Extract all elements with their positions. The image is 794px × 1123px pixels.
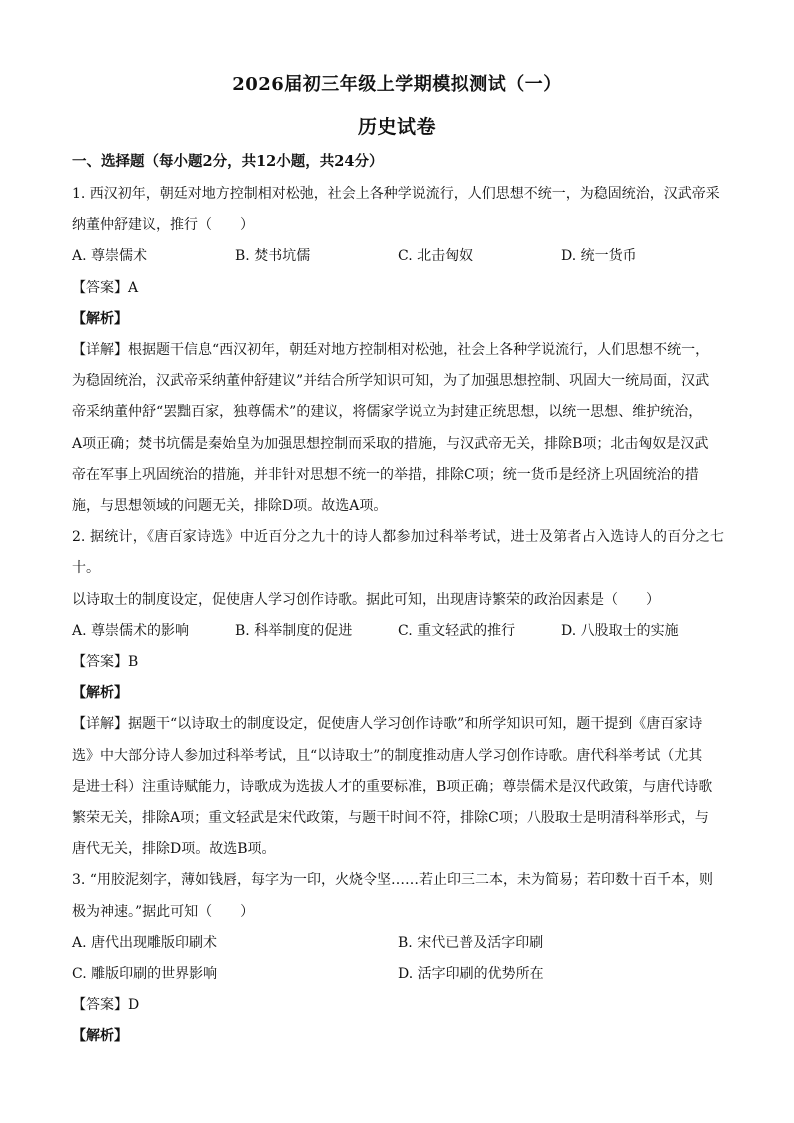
detail-line: 是进士科）注重诗赋能力，诗歌成为选拔人才的重要标准，B项正确；尊崇儒术是汉代政策，与唐代诗歌 (72, 778, 713, 795)
option-d: D. 活字印刷的优势所在 (398, 966, 544, 983)
question-stem-line: 2. 据统计，《唐百家诗选》中近百分之九十的诗人都参加过科举考试，进士及第者占入选诗人的百分之七十。 (72, 529, 724, 577)
detail-line: A项正确；焚书坑儒是秦始皇为加强思想控制而采取的措施，与汉武帝无关，排除B项；北击匈奴是汉武 (72, 435, 709, 452)
analysis-title: 【解析】 (72, 1028, 128, 1045)
question-stem-line: 极为神速。”据此可知（ ） (72, 903, 255, 920)
detail-line: 【详解】根据题干信息“西汉初年，朝廷对地方控制相对松弛，社会上各种学说流行，人们思想不统一， (72, 342, 710, 359)
question-stem-line: 纳董仲舒建议，推行（ ） (72, 217, 254, 234)
analysis-title: 【解析】 (72, 685, 128, 702)
option-b: B. 宋代已普及活字印刷 (398, 934, 544, 951)
detail-line: 为稳固统治，汉武帝采纳董仲舒建议”并结合所学知识可知，为了加强思想控制、巩固大一统局面，汉武 (72, 373, 710, 390)
detail-line: 帝在军事上巩固统治的措施，并非针对思想不统一的举措，排除C项；统一货币是经济上巩固统治的措 (72, 466, 699, 483)
option-c: C. 北击匈奴 (398, 248, 474, 265)
detail-line: 唐代无关，排除D项。故选B项。 (72, 841, 276, 858)
section-heading: 一、选择题（每小题2分，共12小题，共24分） (72, 153, 384, 170)
option-a: A. 唐代出现雕版印刷术 (72, 934, 218, 951)
option-c: C. 重文轻武的推行 (398, 622, 516, 639)
option-c: C. 雕版印刷的世界影响 (72, 966, 218, 983)
option-b: B. 科举制度的促进 (235, 622, 353, 639)
option-d: D. 统一货币 (561, 248, 637, 265)
detail-line: 帝采纳董仲舒“罢黜百家，独尊儒术”的建议，将儒家学说立为封建正统思想，以统一思想、维护统治， (72, 404, 703, 421)
exam-subject: 历史试卷 (357, 116, 436, 138)
question-stem-line: 3. “用胶泥刻字，薄如钱唇，每字为一印，火烧令坚……若止印三二本，未为简易；若印数十百千本，则 (72, 872, 713, 889)
answer-line: 【答案】D (72, 997, 140, 1014)
detail-line: 【详解】据题干“以诗取士的制度设定，促使唐人学习创作诗歌”和所学知识可知，题干提到《唐百家诗 (72, 716, 703, 733)
question-list (72, 179, 724, 1053)
options-row (72, 928, 724, 959)
analysis-title: 【解析】 (72, 310, 128, 327)
question-2 (72, 522, 724, 865)
answer-line: 【答案】B (72, 654, 139, 671)
detail-line: 选》中大部分诗人参加过科举考试，且“以诗取士”的制度推动唐人学习创作诗歌。唐代科举考试（尤其 (72, 747, 703, 764)
option-b: B. 焚书坑儒 (235, 248, 311, 265)
question-1 (72, 179, 724, 522)
exam-title: 2026届初三年级上学期模拟测试（一） (232, 74, 562, 95)
options-row (72, 241, 724, 272)
option-a: A. 尊崇儒术 (72, 248, 148, 265)
detail-line: 繁荣无关，排除A项；重文轻武是宋代政策，与题干时间不符，排除C项；八股取士是明清科举形式，与 (72, 810, 709, 827)
option-a: A. 尊崇儒术的影响 (72, 622, 190, 639)
option-d: D. 八股取士的实施 (561, 622, 679, 639)
answer-line: 【答案】A (72, 279, 139, 296)
question-3 (72, 865, 724, 1052)
detail-line: 施，与思想领域的问题无关，排除D项。故选A项。 (72, 498, 388, 515)
options-row (72, 616, 724, 647)
options-row (72, 959, 724, 990)
question-stem-line: 1. 西汉初年，朝廷对地方控制相对松弛，社会上各种学说流行，人们思想不统一，为稳固统治，汉武帝采 (72, 186, 720, 202)
question-stem-line: 以诗取士的制度设定，促使唐人学习创作诗歌。据此可知，出现唐诗繁荣的政治因素是（ ） (72, 591, 660, 608)
